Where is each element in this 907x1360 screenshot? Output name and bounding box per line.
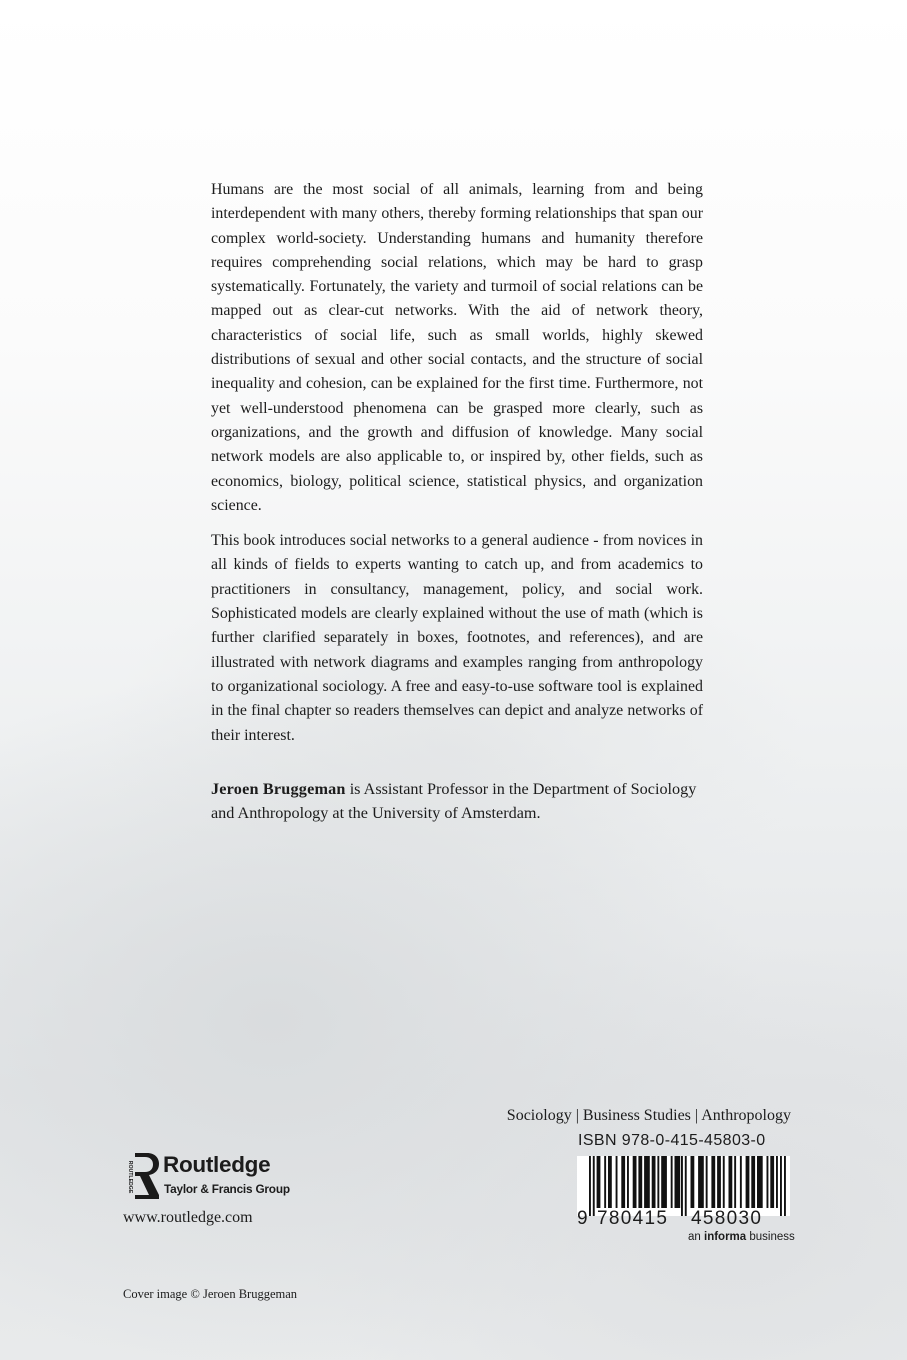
barcode [577,1156,790,1216]
informa-brand: informa [704,1231,747,1243]
publisher-name: Routledge [163,1152,271,1177]
svg-text:ROUTLEDGE: ROUTLEDGE [127,1160,133,1194]
informa-tagline: an informa business [688,1231,795,1243]
author-name: Jeroen Bruggeman [211,780,346,798]
isbn-label: ISBN 978-0-415-45803-0 [578,1132,766,1149]
publisher-group: Taylor & Francis Group [164,1182,290,1196]
back-cover-blurb [211,178,703,759]
barcode-group-1: 780415 [597,1208,669,1229]
blurb-paragraph-2: This book introduces social networks to a general audience - from novices in all kinds of fields to experts wanting to catch up, and from academics to practitioners in consultancy, management, policy, and social work. Sophisticated models are clearly explained without the use of math (which is further clarified separately in boxes, footnotes, and references), and are illustrated with network diagrams and examples ranging from anthropology to organizational sociology. A free and easy-to-use software tool is explained in the final chapter so readers themselves can depict and analyze networks of their interest. [211,532,703,744]
barcode-group-2: 458030 [691,1208,763,1229]
author-bio-text: is Assistant Professor in the Department of Sociology and Anthropology at the University of Amsterdam. [211,780,697,823]
blurb-paragraph-1: Humans are the most social of all animals, learning from and being interdependent with many others, thereby forming relationships that span our complex world-society. Understanding humans and humanity therefore requires comprehending social relations, which may be hard to grasp systematically. Fortunately, the variety and turmoil of social relations can be mapped out as clear-cut networks. With the aid of network theory, characteristics of social life, such as small worlds, highly skewed distributions of sexual and other social contacts, and the structure of social inequality and cohesion, can be explained for the first time. Furthermore, not yet well-understood phenomena can be grasped more clearly, such as organizations, and the growth and diffusion of knowledge. Many social network models are also applicable to, or inspired by, other fields, such as economics, biology, political science, statistical physics, and organization science. [211,181,703,514]
cover-image-credit: Cover image © Jeroen Bruggeman [123,1287,298,1301]
publisher-website: www.routledge.com [123,1209,253,1226]
barcode-first-digit: 9 [577,1208,588,1229]
routledge-logo-icon [121,1151,161,1201]
subject-categories: Sociology | Business Studies | Anthropology [506,1107,791,1124]
author-bio [211,777,711,826]
